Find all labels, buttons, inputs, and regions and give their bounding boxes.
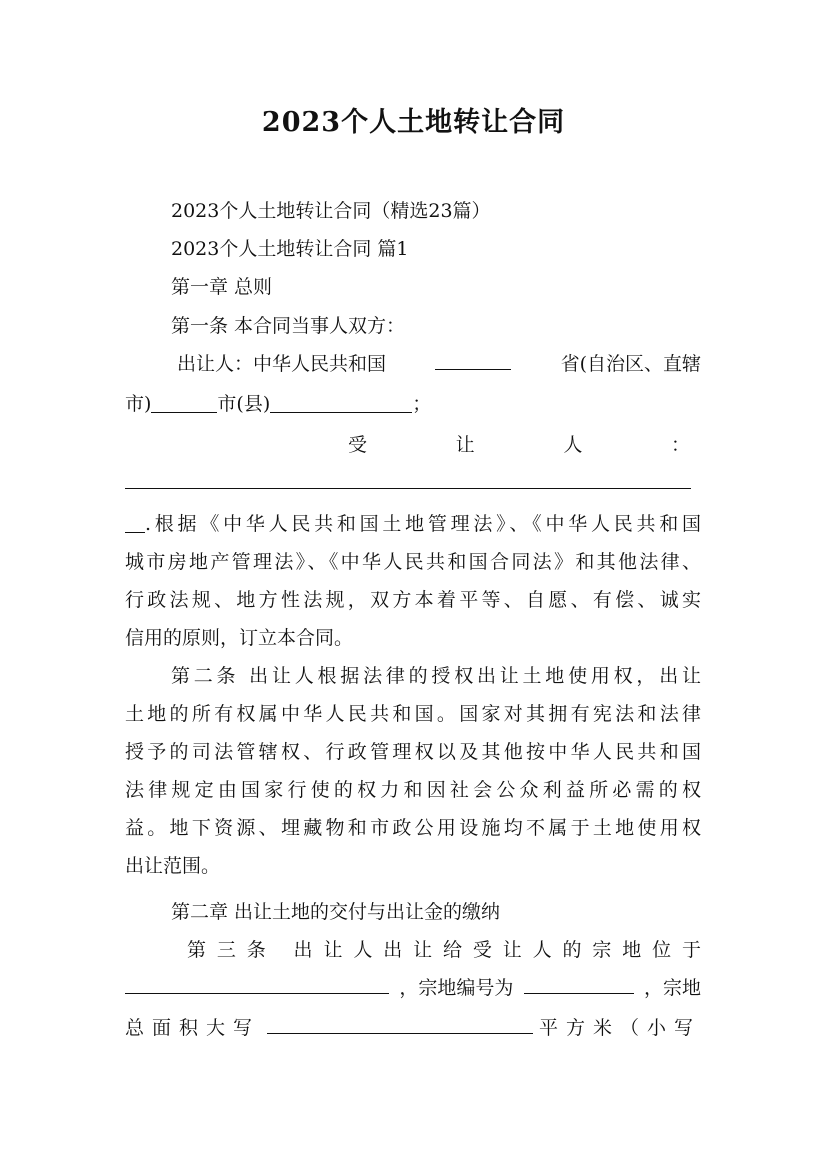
transferor-label: 出让人：中华人民共和国 [177, 353, 387, 375]
area-unit-label: 平方米（小写 [538, 1017, 701, 1039]
article-2-line-1: 第二条 出让人根据法律的授权出让土地使用权，出让 [171, 665, 701, 687]
transferee-char: 让 [455, 434, 475, 456]
transferee-char: 人 [563, 434, 583, 456]
article-2-line-6: 出让范围。 [125, 855, 221, 877]
article-1-heading: 第一条 本合同当事人双方： [171, 315, 406, 337]
transferor-line-2 [125, 389, 701, 419]
article-2-line-5: 益。地下资源、埋藏物和市政公用设施均不属于土地使用权 [125, 817, 701, 839]
location-blank [125, 973, 389, 994]
transferee-label [348, 430, 690, 460]
transferee-char: ： [670, 434, 690, 456]
county-blank [270, 392, 412, 413]
chapter-1-heading: 第一章 总则 [171, 276, 273, 298]
chapter-2-heading: 第二章 出让土地的交付与出让金的缴纳 [171, 901, 501, 923]
transferor-line [177, 349, 701, 379]
document-title: 2023个人土地转让合同 [261, 107, 566, 138]
section-heading: 2023个人土地转让合同 篇1 [171, 238, 409, 260]
basis-line-2: 城市房地产管理法》、《中华人民共和国合同法》和其他法律、 [125, 551, 701, 573]
article-2-line-3: 授予的司法管辖权、行政管理权以及其他按中华人民共和国 [125, 741, 701, 763]
article-3-line-3 [125, 1013, 701, 1043]
parcel-number-blank [524, 973, 634, 994]
province-suffix: 省(自治区、直辖 [560, 353, 701, 375]
basis-line-3: 行政法规、地方性法规，双方本着平等、自愿、有偿、诚实 [125, 589, 701, 611]
city-prefix: 市) [125, 393, 152, 415]
basis-text: 根据《中华人民共和国土地管理法》、《中华人民共和国 [151, 513, 701, 535]
article-3-line-1: 第三条 出让人出让给受让人的宗地位于 [187, 939, 701, 961]
county-prefix: 市(县) [217, 393, 271, 415]
article-3-line-2 [125, 973, 701, 1003]
article-2-line-2: 土地的所有权属中华人民共和国。国家对其拥有宪法和法律 [125, 703, 701, 725]
basis-lead: . [145, 513, 152, 535]
document-subtitle: 2023个人土地转让合同（精选23篇） [171, 200, 491, 222]
parcel-number-label: ，宗地编号为 [399, 977, 514, 999]
transferee-blank [125, 488, 691, 489]
basis-line-4: 信用的原则，订立本合同。 [125, 627, 354, 649]
transferee-char: 受 [348, 434, 368, 456]
city-blank [151, 392, 217, 413]
line-end-punct: ； [412, 393, 432, 415]
basis-line-1 [125, 509, 701, 539]
area-blank [267, 1013, 533, 1034]
article-2-line-4: 法律规定由国家行使的权力和因社会公众利益所必需的权 [125, 779, 701, 801]
province-blank [435, 349, 511, 370]
parcel-label: ，宗地 [643, 977, 701, 999]
area-label: 总面积大写 [125, 1017, 261, 1039]
basis-blank [125, 512, 145, 533]
